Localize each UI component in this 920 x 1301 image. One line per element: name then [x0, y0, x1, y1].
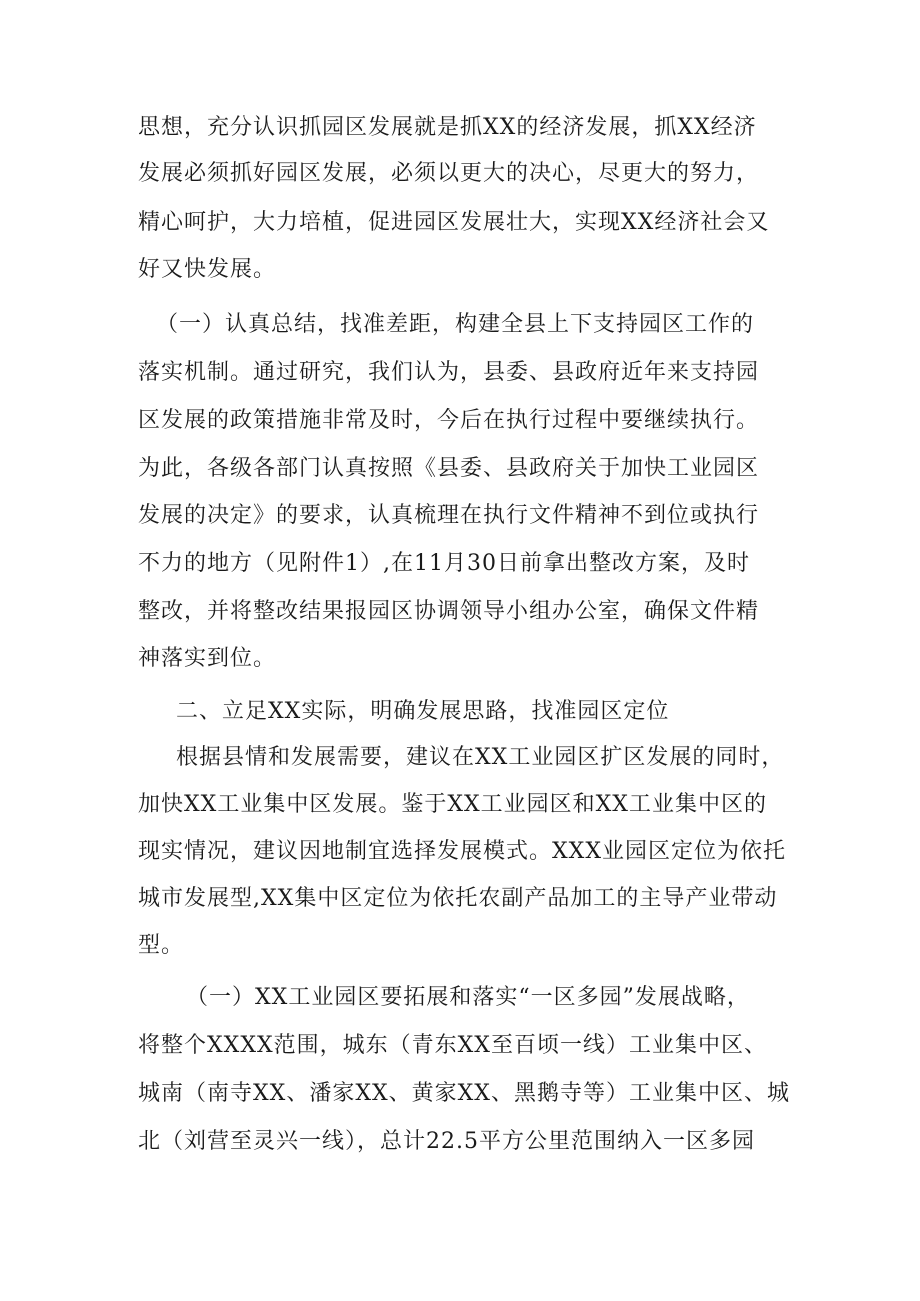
- paragraph-4-line-1: （一）XX工业园区要拓展和落实“一区多园”发展战略，: [186, 985, 750, 1010]
- paragraph-3-line-1: 根据县情和发展需要，建议在XX工业园区扩区发展的同时，: [176, 745, 785, 770]
- paragraph-1-line-1: 思想，充分认识抓园区发展就是抓XX的经济发展，抓XX经济: [138, 115, 757, 140]
- paragraph-2-line-8: 神落实到位。: [138, 646, 277, 671]
- paragraph-2-line-2: 落实机制。通过研究，我们认为，县委、县政府近年来支持园: [138, 360, 760, 385]
- paragraph-4-line-2: 将整个XXXX范围，城东（青东XX至百顷一线）工业集中区、: [138, 1033, 767, 1058]
- paragraph-1-line-3: 精心呵护，大力培植，促进园区发展壮大，实现XX经济社会又: [138, 210, 770, 235]
- paragraph-1-line-4: 好又快发展。: [138, 257, 277, 282]
- paragraph-3-line-2: 加快XX工业集中区发展。鉴于XX工业园区和XX工业集中区的: [138, 792, 767, 817]
- paragraph-3-line-5: 型。: [138, 933, 185, 958]
- paragraph-2-line-1: （一）认真总结，找准差距，构建全县上下支持园区工作的: [156, 312, 755, 337]
- section-heading: 二、立足XX实际，明确发展思路，找准园区定位: [176, 699, 670, 724]
- paragraph-1-line-2: 发展必须抓好园区发展，必须以更大的决心，尽更大的努力，: [138, 161, 760, 186]
- paragraph-2-line-5: 发展的决定》的要求，认真梳理在执行文件精神不到位或执行: [138, 503, 760, 528]
- paragraph-3-line-3: 现实情况，建议因地制宜选择发展模式。XXX业园区定位为依托: [138, 839, 786, 864]
- paragraph-4-line-4: 北（刘营至灵兴一线），总计22.5平方公里范围纳入一区多园: [138, 1129, 755, 1154]
- paragraph-2-line-7: 整改，并将整改结果报园区协调领导小组办公室，确保文件精: [138, 599, 760, 624]
- paragraph-2-line-6: 不力的地方（见附件1）,在11月30日前拿出整改方案，及时: [138, 551, 750, 576]
- paragraph-2-line-3: 区发展的政策措施非常及时，今后在执行过程中要继续执行。: [138, 408, 760, 433]
- paragraph-4-line-3: 城南（南寺XX、潘家XX、黄家XX、黑鹅寺等）工业集中区、城: [138, 1081, 790, 1106]
- paragraph-2-line-4: 为此，各级各部门认真按照《县委、县政府关于加快工业园区: [138, 456, 760, 481]
- paragraph-3-line-4: 城市发展型,XX集中区定位为依托农副产品加工的主导产业带动: [138, 886, 778, 911]
